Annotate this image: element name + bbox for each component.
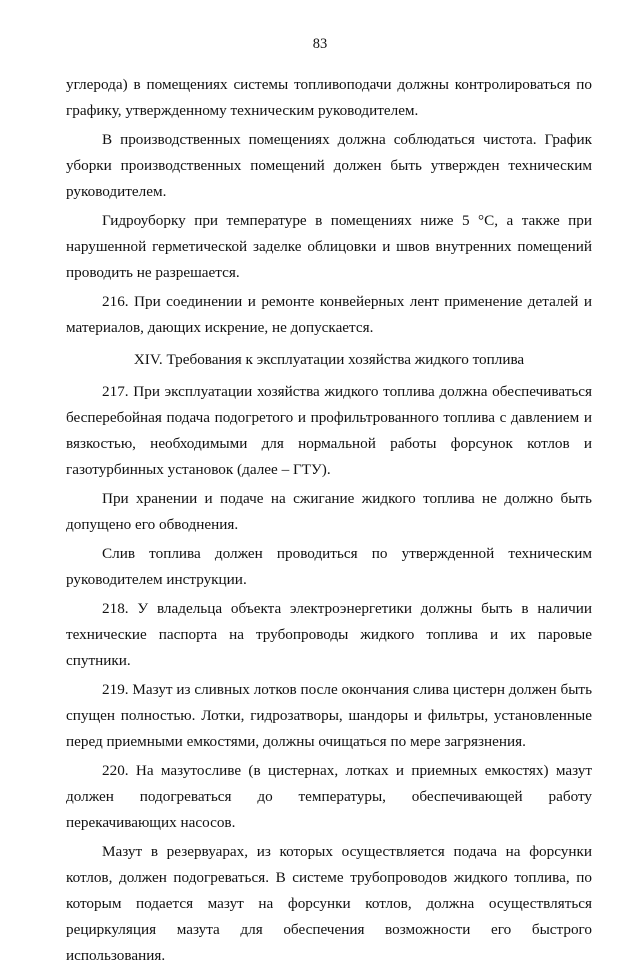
paragraph-220: 220. На мазутосливе (в цистернах, лотках и приемных емкостях) мазут должен подогреваться до температуры, обеспечивающей работу перекачивающих насосов. (66, 762, 592, 831)
paragraph-continuation: углерода) в помещениях системы топливоподачи должны контролироваться по графику, утвержденному техническим руководителем. (66, 76, 592, 119)
page-number: 83 (312, 36, 328, 52)
body-text (66, 72, 592, 969)
paragraph-draining: Слив топлива должен проводиться по утвержденной техническим руководителем инструкции. (66, 545, 592, 588)
paragraph-cleanliness: В производственных помещениях должна соблюдаться чистота. График уборки производственных помещений должен быть утвержден техническим руководителем. (66, 131, 592, 200)
paragraph-218: 218. У владельца объекта электроэнергетики должны быть в наличии технические паспорта на трубопроводы жидкого топлива и их паровые спутники. (66, 600, 592, 669)
paragraph-219: 219. Мазут из сливных лотков после окончания слива цистерн должен быть спущен полностью. Лотки, гидрозатворы, шандоры и фильтры, установленные перед приемными емкостями, должны очищаться по мере загрязнения. (66, 681, 592, 750)
paragraph-216: 216. При соединении и ремонте конвейерных лент применение деталей и материалов, дающих искрение, не допускается. (66, 293, 592, 336)
paragraph-reservoirs: Мазут в резервуарах, из которых осуществляется подача на форсунки котлов, должен подогреваться. В системе трубопроводов жидкого топлива, по которым подается мазут на форсунки котлов, должна осуществляться рециркуляция мазута для обеспечения возможности его быстрого использования. (66, 843, 592, 964)
paragraph-storage: При хранении и подаче на сжигание жидкого топлива не должно быть допущено его обводнения. (66, 490, 592, 533)
paragraph-217: 217. При эксплуатации хозяйства жидкого топлива должна обеспечиваться бесперебойная подача подогретого и профильтрованного топлива с давлением и вязкостью, необходимыми для нормальной работы форсунок котлов и газотурбинных установок (далее – ГТУ). (66, 383, 592, 478)
section-heading: XIV. Требования к эксплуатации хозяйства жидкого топлива (133, 351, 525, 368)
paragraph-wet-cleaning: Гидроуборку при температуре в помещениях ниже 5 °С, а также при нарушенной герметической заделке облицовки и швов внутренних помещений проводить не разрешается. (66, 212, 592, 281)
